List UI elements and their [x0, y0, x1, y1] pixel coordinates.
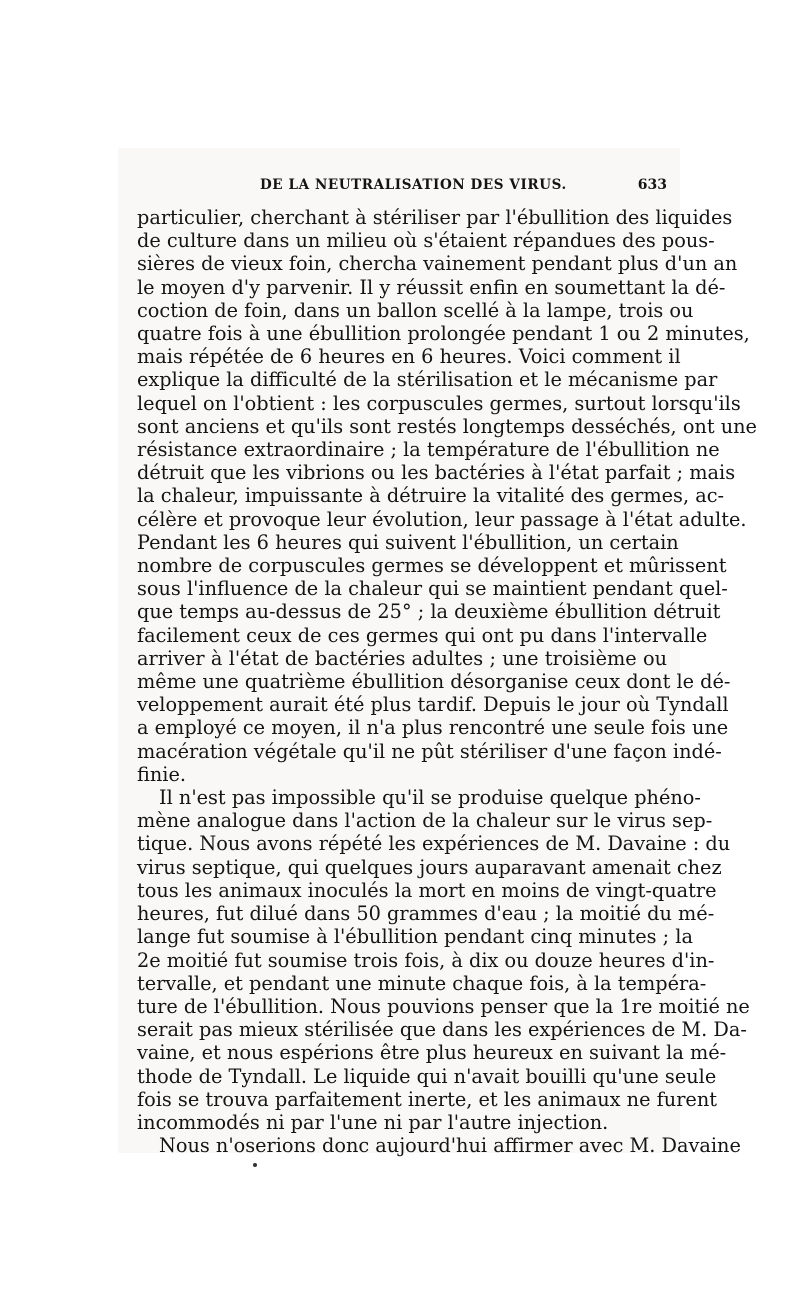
text-line: Nous n'oserions donc aujourd'hui affirmer avec M. Davaine	[159, 1134, 741, 1158]
text-line: explique la difficulté de la stérilisation et le mécanisme par	[137, 368, 718, 392]
book-page	[137, 176, 757, 1158]
text-line: heures, fut dilué dans 50 grammes d'eau ; la moitié du mé-	[137, 902, 715, 926]
text-line: incommodés ni par l'une ni par l'autre injection.	[137, 1110, 609, 1134]
text-line: de culture dans un milieu où s'étaient répandues des pous-	[137, 229, 715, 253]
text-line: quatre fois à une ébullition prolongée pendant 1 ou 2 minutes,	[137, 322, 750, 346]
text-line: que temps au-dessus de 25° ; la deuxième ébullition détruit	[137, 600, 721, 624]
text-line: tous les animaux inoculés la mort en moins de vingt-quatre	[137, 878, 717, 902]
text-line: la chaleur, impuissante à détruire la vitalité des germes, ac-	[137, 484, 725, 508]
paragraph	[137, 206, 757, 786]
text-line: coction de foin, dans un ballon scellé à la lampe, trois ou	[137, 298, 694, 322]
text-line: tervalle, et pendant une minute chaque fois, à la tempéra-	[137, 971, 707, 995]
text-line: lange fut soumise à l'ébullition pendant cinq minutes ; la	[137, 925, 693, 949]
text-line: même une quatrième ébullition désorganise ceux dont le dé-	[137, 670, 731, 694]
text-line: 2e moitié fut soumise trois fois, à dix ou douze heures d'in-	[137, 948, 715, 972]
text-line: célère et provoque leur évolution, leur passage à l'état adulte.	[137, 507, 747, 531]
text-line: finie.	[137, 762, 186, 786]
text-line: facilement ceux de ces germes qui ont pu dans l'intervalle	[137, 623, 708, 647]
running-title: DE LA NEUTRALISATION DES VIRUS.	[260, 177, 567, 193]
text-line: particulier, cherchant à stériliser par l'ébullition des liquides	[137, 206, 733, 229]
text-line: mène analogue dans l'action de la chaleur sur le virus sep-	[137, 809, 713, 833]
text-line: détruit que les vibrions ou les bactéries à l'état parfait ; mais	[137, 461, 736, 485]
text-line: virus septique, qui quelques jours auparavant amenait chez	[137, 855, 722, 879]
paragraph	[137, 786, 750, 1134]
text-line: mais répétée de 6 heures en 6 heures. Voici comment il	[137, 345, 681, 369]
ink-speck	[253, 1163, 257, 1167]
text-line: a employé ce moyen, il n'a plus rencontré une seule fois une	[137, 716, 729, 740]
text-line: le moyen d'y parvenir. Il y réussit enfin en soumettant la dé-	[137, 275, 726, 299]
running-head	[137, 176, 667, 206]
text-line: sières de vieux foin, chercha vainement pendant plus d'un an	[137, 252, 738, 276]
text-line: macération végétale qu'il ne pût stériliser d'une façon indé-	[137, 739, 722, 763]
text-line: sous l'influence de la chaleur qui se maintient pendant quel-	[137, 577, 728, 601]
text-line: serait pas mieux stérilisée que dans les expériences de M. Da-	[137, 1018, 747, 1042]
text-line: ture de l'ébullition. Nous pouvions penser que la 1re moitié ne	[137, 994, 750, 1018]
text-line: nombre de corpuscules germes se développent et mûrissent	[137, 554, 727, 578]
paragraph	[137, 1134, 741, 1158]
text-line: tique. Nous avons répété les expériences de M. Davaine : du	[137, 832, 731, 856]
text-line: thode de Tyndall. Le liquide qui n'avait bouilli qu'une seule	[137, 1064, 717, 1088]
text-line: fois se trouva parfaitement inerte, et les animaux ne furent	[137, 1087, 717, 1111]
text-line: lequel on l'obtient : les corpuscules germes, surtout lorsqu'ils	[137, 391, 741, 415]
text-line: veloppement aurait été plus tardif. Depuis le jour où Tyndall	[137, 693, 729, 717]
page-number: 633	[637, 177, 667, 193]
text-line: arriver à l'état de bactéries adultes ; une troisième ou	[137, 646, 667, 670]
text-line: Il n'est pas impossible qu'il se produise quelque phéno-	[159, 786, 701, 810]
text-line: Pendant les 6 heures qui suivent l'ébullition, un certain	[137, 530, 679, 554]
text-line: sont anciens et qu'ils sont restés longtemps desséchés, ont une	[137, 414, 757, 438]
text-line: vaine, et nous espérions être plus heureux en suivant la mé-	[137, 1041, 727, 1065]
text-line: résistance extraordinaire ; la température de l'ébullition ne	[137, 438, 720, 462]
